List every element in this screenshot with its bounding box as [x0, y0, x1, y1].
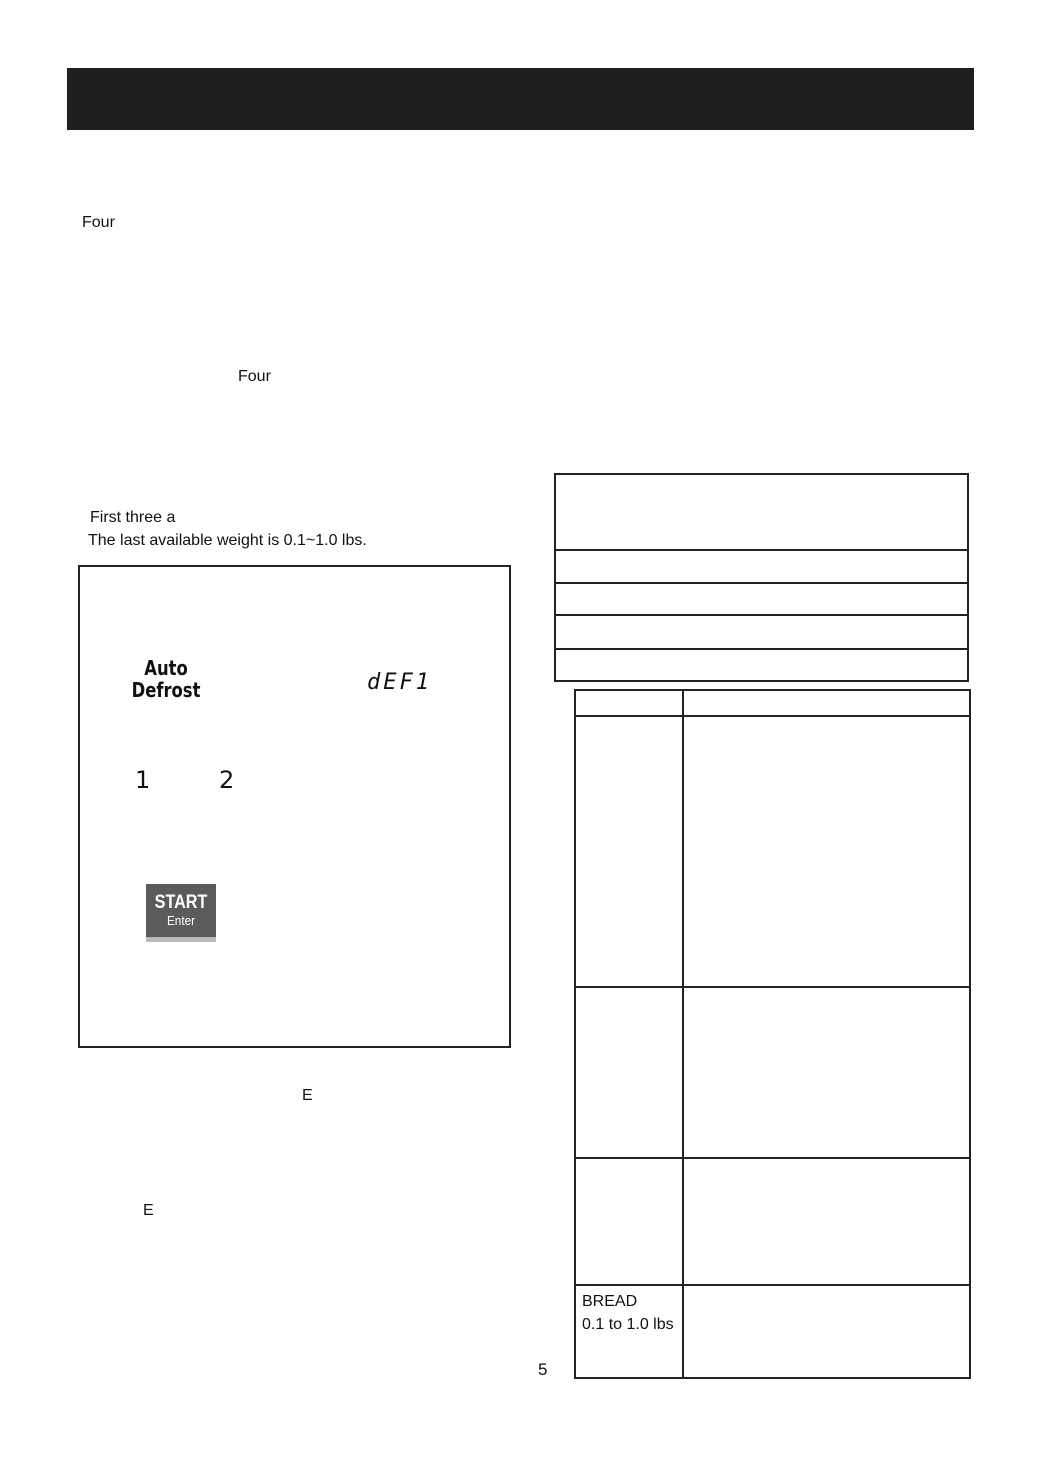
digit-1-key: 1 [135, 766, 151, 794]
text-e-2: E [143, 1202, 154, 1219]
summary-table-divider [554, 549, 969, 551]
food-category-table [574, 689, 971, 1379]
auto-label-line2: Defrost [131, 678, 201, 702]
food-table-row-divider [574, 986, 971, 988]
start-label: START [154, 892, 208, 913]
start-enter-key-icon [146, 884, 216, 942]
text-last-weight: The last available weight is 0.1~1.0 lbs. [88, 532, 367, 549]
summary-table-divider [554, 648, 969, 650]
summary-table-divider [554, 614, 969, 616]
text-four-1: Four [82, 214, 115, 231]
auto-defrost-key-label [127, 657, 206, 701]
text-first-three: First three a [90, 509, 176, 526]
digit-2-key: 2 [219, 766, 235, 794]
header-bar [67, 68, 974, 130]
summary-table [554, 473, 969, 682]
food-table-column-divider [682, 689, 684, 1379]
auto-label-line1: Auto [144, 656, 188, 680]
text-e-1: E [302, 1087, 313, 1104]
summary-table-divider [554, 582, 969, 584]
table-row-bread-label [582, 1290, 674, 1336]
lcd-display-text: dEF1 [367, 670, 432, 695]
instructions-box [78, 565, 511, 1048]
page-number: 5 [538, 1360, 548, 1379]
bread-label: BREAD [582, 1293, 638, 1310]
food-table-row-divider [574, 1157, 971, 1159]
bread-weight-range: 0.1 to 1.0 lbs [582, 1316, 674, 1333]
text-four-2: Four [238, 368, 271, 385]
food-table-row-divider [574, 1284, 971, 1286]
enter-label: Enter [167, 913, 195, 928]
food-table-header-divider [574, 715, 971, 717]
